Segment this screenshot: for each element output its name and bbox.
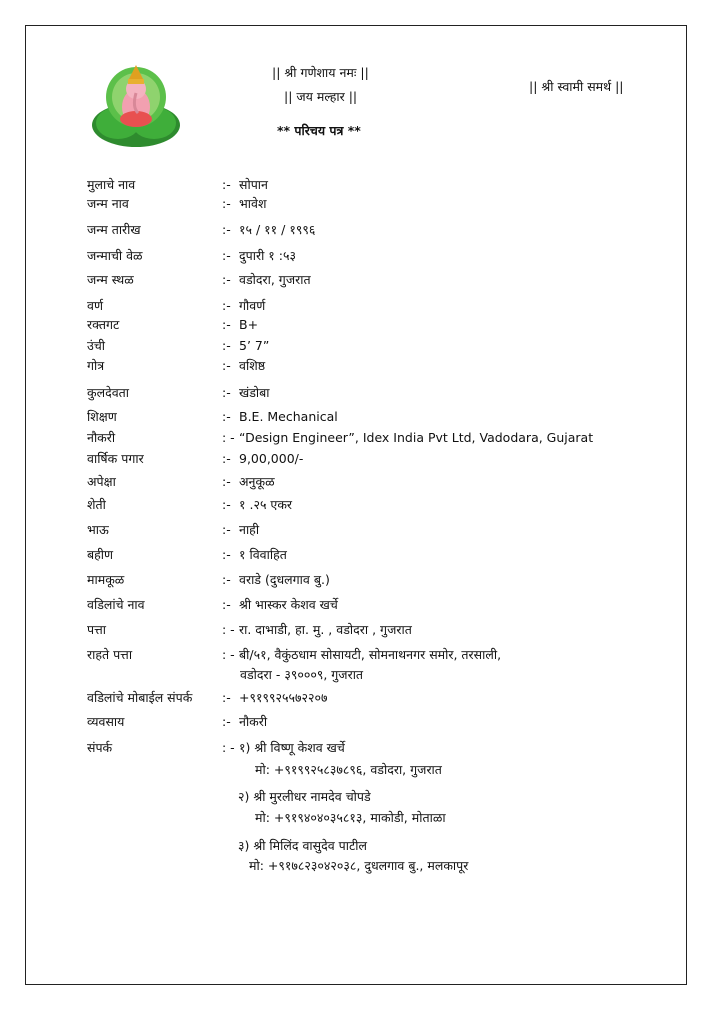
field-label: शिक्षण — [87, 409, 117, 424]
field-label: भाऊ — [87, 522, 109, 537]
field-label: वडिलांचे नाव — [87, 597, 145, 612]
field-separator: : - — [222, 430, 235, 445]
field-label: पत्ता — [87, 622, 106, 637]
field-separator: :- — [222, 451, 231, 466]
field-value: अनुकूळ — [239, 474, 275, 489]
field-separator: :- — [222, 714, 231, 729]
field-separator: :- — [222, 317, 231, 332]
field-value: 9,00,000/- — [239, 451, 304, 466]
field-separator: : - — [222, 740, 235, 755]
field-value: वराडे (दुधलगाव बु.) — [239, 572, 330, 587]
field-separator: :- — [222, 572, 231, 587]
invocation-samarth: || श्री स्वामी समर्थ || — [529, 79, 624, 94]
field-label: कुलदेवता — [87, 385, 130, 400]
field-value: खंडोबा — [239, 385, 270, 400]
field-value: १ .२५ एकर — [239, 497, 293, 512]
field-value: B+ — [239, 317, 259, 332]
field-separator: :- — [222, 358, 231, 373]
field-label: राहते पत्ता — [87, 647, 133, 662]
field-separator: :- — [222, 222, 231, 237]
field-separator: :- — [222, 547, 231, 562]
field-label: जन्म तारीख — [87, 222, 141, 237]
field-label: नौकरी — [87, 430, 116, 445]
field-value: बी/५१, वैकुंठधाम सोसायटी, सोमनाथनगर समोर, तरसाली, — [239, 647, 502, 662]
ganesh-emblem-icon — [88, 55, 184, 151]
field-value: “Design Engineer”, Idex India Pvt Ltd, Vadodara, Gujarat — [239, 430, 594, 445]
field-separator: :- — [222, 338, 231, 353]
field-separator: :- — [222, 690, 231, 705]
field-value: सोपान — [239, 177, 268, 192]
field-label: वर्ण — [87, 298, 103, 313]
field-label: गोत्र — [87, 358, 105, 373]
field-separator: :- — [222, 497, 231, 512]
field-value: १५ / ११ / १९९६ — [239, 222, 316, 237]
field-label: मुलाचे नाव — [87, 177, 136, 192]
field-value: १) श्री विष्णू केशव खर्चे — [239, 740, 345, 755]
invocation-ganesh: || श्री गणेशाय नमः || — [272, 65, 369, 80]
field-value: १ विवाहित — [239, 547, 287, 562]
contact-1-mobile: मो: +९१९९२५८३७८९६, वडोदरा, गुजरात — [255, 762, 442, 777]
field-value: नाही — [239, 522, 260, 537]
field-value: दुपारी १ :५३ — [239, 248, 296, 263]
field-separator: :- — [222, 474, 231, 489]
field-separator: : - — [222, 622, 235, 637]
field-value: गौवर्ण — [239, 298, 266, 313]
field-value: श्री भास्कर केशव खर्चे — [239, 597, 338, 612]
contact-3-mobile: मो: +९१७८२३०४२०३८, दुधलगाव बु., मलकापूर — [249, 858, 469, 873]
field-separator: :- — [222, 385, 231, 400]
field-separator: :- — [222, 298, 231, 313]
field-label: वडिलांचे मोबाईल संपर्क — [87, 690, 193, 705]
contact-2-name: २) श्री मुरलीधर नामदेव चोपडे — [238, 789, 371, 804]
field-separator: : - — [222, 647, 235, 662]
contact-2-mobile: मो: +९१९४०४०३५८१३, माकोडी, मोताळा — [255, 810, 446, 825]
field-label: अपेक्षा — [87, 474, 116, 489]
field-value: भावेश — [239, 196, 267, 211]
field-label: संपर्क — [87, 740, 113, 755]
field-separator: :- — [222, 196, 231, 211]
field-separator: :- — [222, 272, 231, 287]
field-separator: :- — [222, 248, 231, 263]
field-value: 5’ 7” — [239, 338, 270, 353]
field-value: B.E. Mechanical — [239, 409, 338, 424]
field-label: जन्म नाव — [87, 196, 129, 211]
field-label: मामकूळ — [87, 572, 125, 587]
field-value: वशिष्ठ — [239, 358, 266, 373]
field-value: रा. दाभाडी, हा. मु. , वडोदरा , गुजरात — [239, 622, 412, 637]
field-label: जन्माची वेळ — [87, 248, 143, 263]
field-label: वार्षिक पगार — [87, 451, 144, 466]
field-separator: :- — [222, 177, 231, 192]
field-label: जन्म स्थळ — [87, 272, 134, 287]
field-value: वडोदरा, गुजरात — [239, 272, 311, 287]
field-separator: :- — [222, 522, 231, 537]
invocation-malhar: || जय मल्हार || — [284, 89, 358, 104]
contact-3-name: ३) श्री मिलिंद वासुदेव पाटील — [238, 838, 367, 853]
field-separator: :- — [222, 409, 231, 424]
field-label: शेती — [87, 497, 106, 512]
field-value: +९१९९२५५७२२०७ — [239, 690, 328, 705]
field-label: रक्तगट — [87, 317, 120, 332]
field-separator: :- — [222, 597, 231, 612]
address-line-2: वडोदरा - ३९०००९, गुजरात — [240, 667, 364, 682]
page-title: ** परिचय पत्र ** — [277, 123, 361, 138]
field-label: बहीण — [87, 547, 114, 562]
field-value: नौकरी — [239, 714, 268, 729]
field-label: व्यवसाय — [87, 714, 125, 729]
field-label: उंची — [87, 338, 106, 353]
